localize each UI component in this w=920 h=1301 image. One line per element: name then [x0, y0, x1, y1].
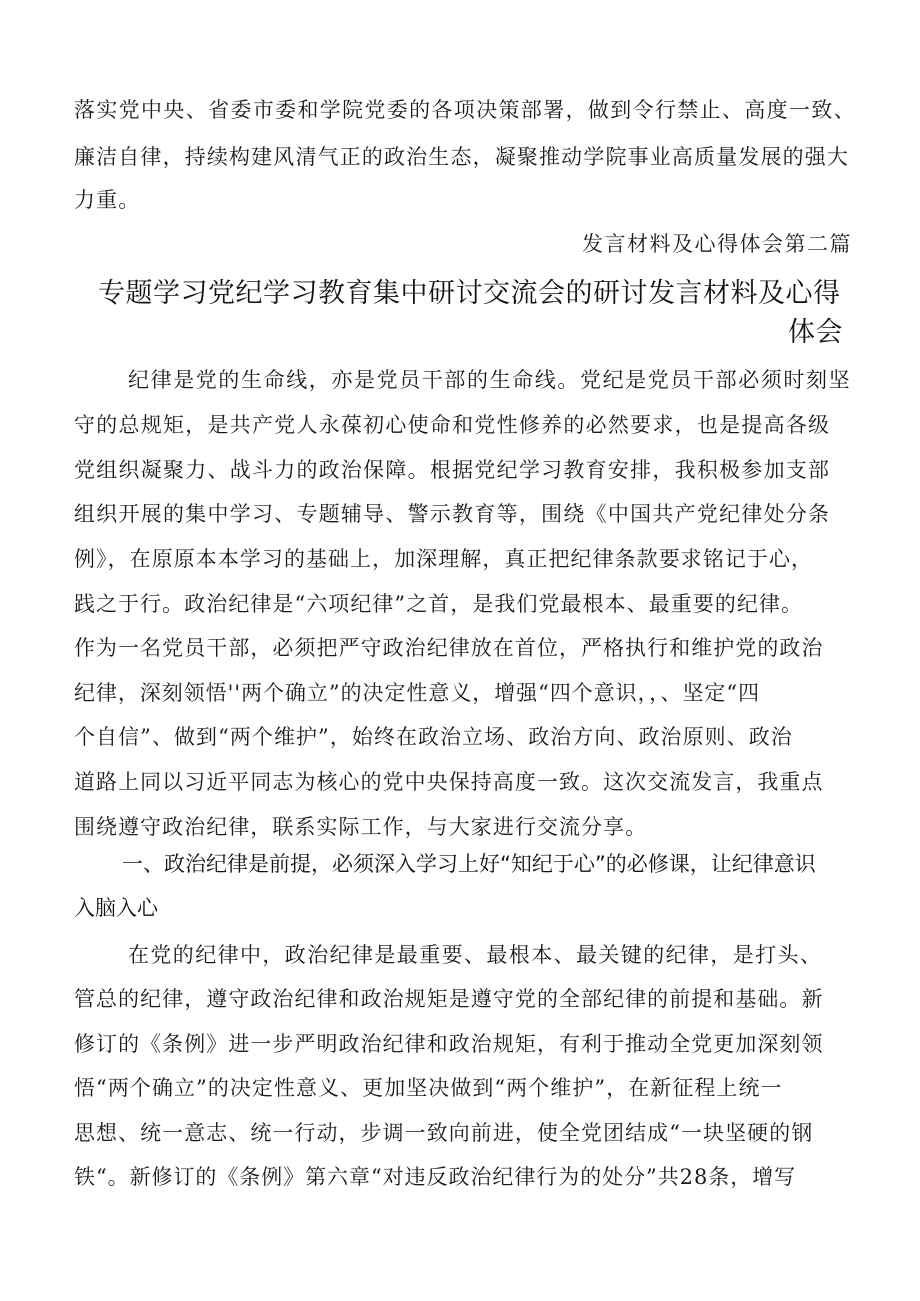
- paragraph-line: 在党的纪律中，政治纪律是最重要、最根本、最关键的纪律，是打头、: [128, 943, 823, 967]
- paragraph-line: 纪律是党的生命线，亦是党员干部的生命线。党纪是党员干部必须时刻坚: [128, 368, 852, 392]
- paragraph-line: 践之于行。政治纪律是“六项纪律”之首，是我们党最根本、最重要的纪律。: [74, 592, 804, 616]
- paragraph-line: 思想、统一意志、统一行动，步调一致向前进，使全党团结成“一块坚硬的钢: [74, 1121, 814, 1145]
- paragraph-line: 守的总规矩，是共产党人永葆初心使命和党性修养的必然要求，也是提高各级: [74, 413, 831, 437]
- paragraph-line: 例》，在原原本本学习的基础上，加深理解，真正把纪律条款要求铭记于心，: [74, 547, 814, 571]
- intro-line: 落实党中央、省委市委和学院党委的各项决策部署，做到令行禁止、高度一致、: [74, 98, 857, 122]
- paragraph-line: 铁“。新修订的《条例》第六章“对违反政治纪律行为的处分”共28条，增写: [74, 1165, 797, 1189]
- paragraph-line: 党组织凝聚力、战斗力的政治保障。根据党纪学习教育安排，我积极参加支部: [74, 458, 831, 482]
- paragraph-line: 道路上同以习近平同志为核心的党中央保持高度一致。这次交流发言，我重点: [74, 770, 824, 794]
- document-title: 专题学习党纪学习教育集中研讨交流会的研讨发言材料及心得: [98, 278, 841, 309]
- section-heading: 一、政治纪律是前提，必须深入学习上好“知纪于心”的必修课，让纪律意识: [122, 852, 816, 876]
- paragraph-line: 个自信”、做到“两个维护”，始终在政治立场、政治方向、政治原则、政治: [74, 725, 793, 749]
- intro-line: 力重。: [74, 188, 141, 212]
- paragraph-line: 修订的《条例》进一步严明政治纪律和政治规矩，有利于推动全党更加深刻领: [74, 1032, 824, 1056]
- paragraph-line: 作为一名党员干部，必须把严守政治纪律放在首位，严格执行和维护党的政治: [74, 636, 824, 660]
- intro-line: 廉洁自律，持续构建风清气正的政治生态，凝聚推动学院事业高质量发展的强大: [74, 145, 850, 169]
- section-label: 发言材料及心得体会第二篇: [582, 232, 852, 256]
- paragraph-line: 组织开展的集中学习、专题辅导、警示教育等，围绕《中国共产党纪律处分条: [74, 502, 831, 526]
- paragraph-line: 管总的纪律，遵守政治纪律和政治规矩是遵守党的全部纪律的前提和基础。新: [74, 987, 824, 1011]
- paragraph-line: 围绕遵守政治纪律，联系实际工作，与大家进行交流分享。: [74, 815, 648, 839]
- section-heading-continued: 入脑入心: [74, 896, 158, 920]
- document-title-continued: 体会: [788, 317, 843, 348]
- paragraph-line: 悟“两个确立”的决定性意义、更加坚决做到“两个维护”，在新征程上统一: [74, 1076, 783, 1100]
- paragraph-line: 纪律，深刻领悟''两个确立”的决定性意义，增强“四个意识，，、坚定“四: [74, 681, 761, 705]
